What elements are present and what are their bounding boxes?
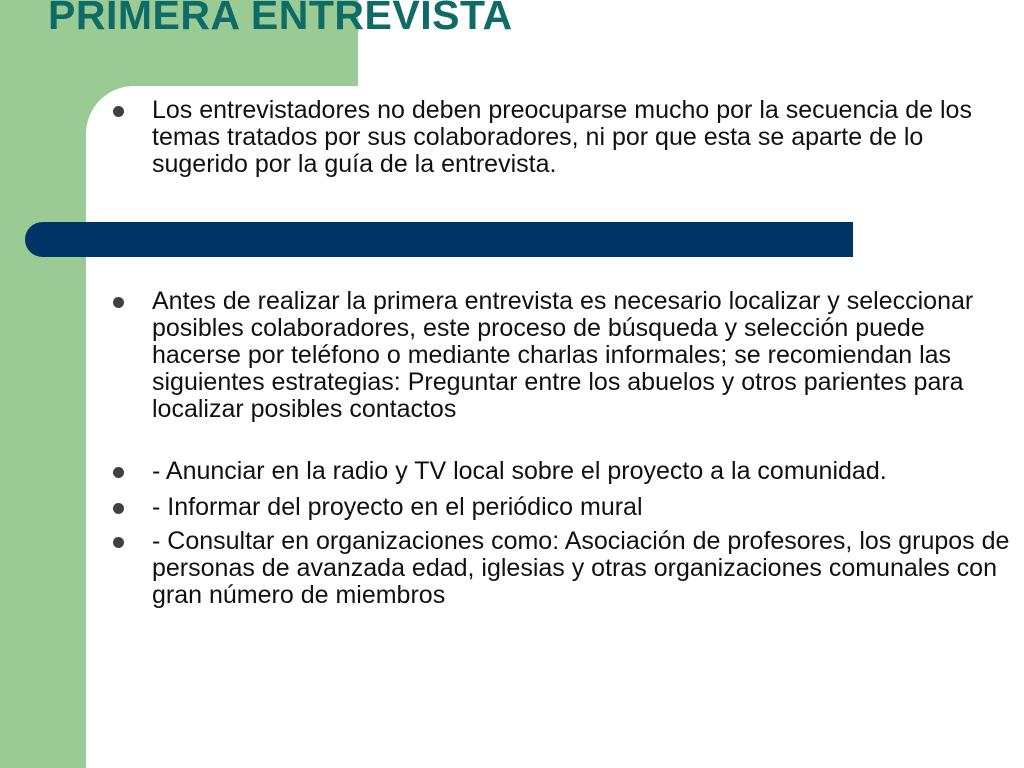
bullet-text: Antes de realizar la primera entrevista es necesario localizar y seleccionar posibles colaboradores, este proceso de búsqueda y selección puede hacerse por teléfono o mediante charlas informales; se recomiendan las siguientes estrategias: Preguntar entre los abuelos y otros parientes para localizar posibles contactos [152, 287, 974, 423]
bullet-dot-icon [113, 297, 124, 308]
content-panel [86, 86, 1024, 768]
bullet-text: Los entrevistadores no deben preocuparse mucho por la secuencia de los temas tratados por sus colaboradores, ni por que esta se aparte de lo sugerido por la guía de la entrevista. [152, 96, 972, 178]
slide-title: PRIMERA ENTREVISTA [48, 0, 513, 38]
bullet-text: - Consultar en organizaciones como: Asociación de profesores, los grupos de personas de avanzada edad, iglesias y otras organizaciones comunales con gran número de miembros [152, 527, 1010, 609]
bullet-text: - Anunciar en la radio y TV local sobre el proyecto a la comunidad. [152, 457, 887, 485]
bullet-dot-icon [113, 467, 124, 478]
list-item [152, 528, 1014, 609]
list-item [152, 494, 1014, 521]
divider-bar [25, 222, 853, 257]
bullet-text: - Informar del proyecto en el periódico mural [152, 493, 643, 521]
list-item [152, 288, 1014, 423]
bullet-dot-icon [113, 503, 124, 514]
bullet-dot-icon [113, 106, 124, 117]
list-item [152, 97, 1014, 178]
bullet-dot-icon [113, 537, 124, 548]
list-item [152, 458, 1014, 485]
